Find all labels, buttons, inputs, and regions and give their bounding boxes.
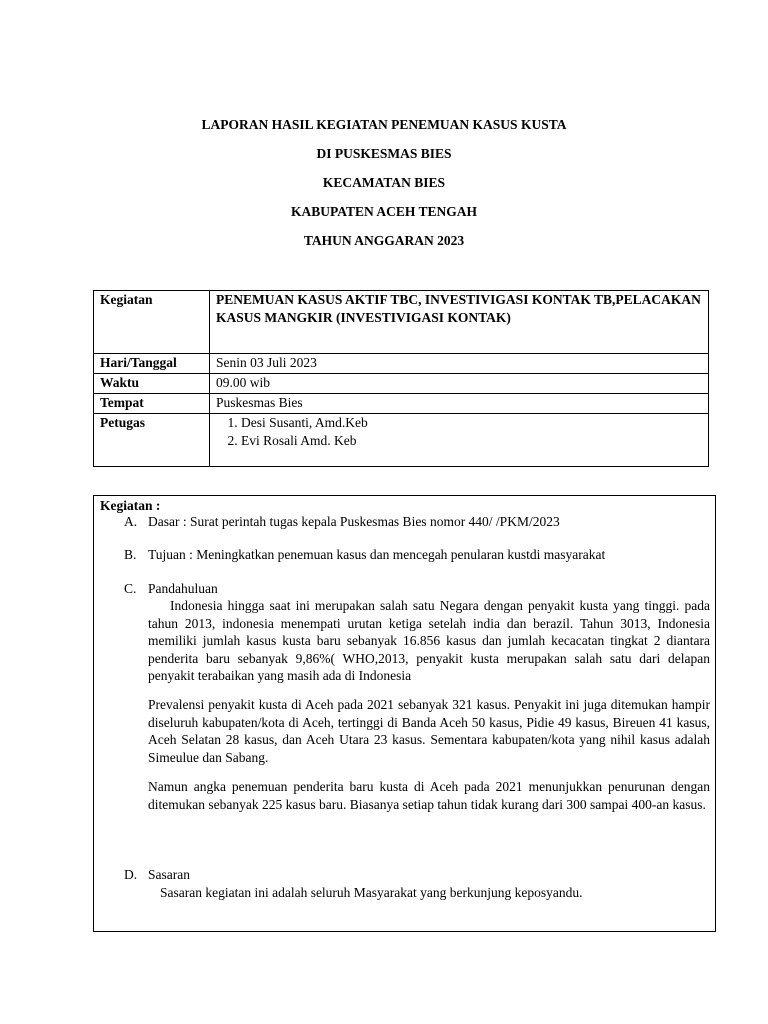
- activity-info-table: [93, 290, 709, 467]
- section-c-paragraph-3: Namun angka penemuan penderita baru kusta di Aceh pada 2021 menunjukkan penurunan dengan ditemukan sebanyak 225 kasus baru. Biasanya setiap tahun tidak kurang dari 300 sampai 400-an kasus.: [148, 779, 710, 812]
- section-c-paragraph-1: Indonesia hingga saat ini merupakan salah satu Negara dengan penyakit kusta yang tinggi. pada tahun 2013, indonesia menempati urutan ketiga setelah india dan berazil. Tahun 3013, Indonesia memiliki jumlah kasus kusta baru sebanyak 16.856 kasus dan jumlah kecacatan tingkat 2 diantara penderita baru sebanyak 9,86%( WHO,2013, penyakit kusta merupakan salah satu dari delapan penyakit terabaikan yang masih ada di Indonesia: [148, 598, 710, 683]
- petugas-list: [216, 414, 702, 450]
- kegiatan-label: Kegiatan: [94, 291, 210, 354]
- table-row: [94, 394, 709, 414]
- section-c-marker: C.: [124, 581, 137, 596]
- table-row: [94, 414, 709, 467]
- section-d-marker: D.: [124, 867, 138, 882]
- section-d-text: Sasaran kegiatan ini adalah seluruh Masyarakat yang berkunjung keposyandu.: [160, 885, 583, 900]
- petugas-label: Petugas: [94, 414, 210, 467]
- section-c-title: Pandahuluan: [148, 581, 218, 596]
- list-item: 1. Desi Susanti, Amd.Keb: [241, 414, 702, 432]
- tempat-value: Puskesmas Bies: [210, 394, 709, 414]
- waktu-label: Waktu: [94, 374, 210, 394]
- details-heading: Kegiatan :: [100, 498, 161, 513]
- activity-details-box: [93, 495, 716, 932]
- report-title: LAPORAN HASIL KEGIATAN PENEMUAN KASUS KUSTA: [201, 117, 567, 132]
- section-a-marker: A.: [124, 514, 138, 529]
- hari-tanggal-label: Hari/Tanggal: [94, 354, 210, 374]
- hari-tanggal-value: Senin 03 Juli 2023: [210, 354, 709, 374]
- petugas-value: [210, 414, 709, 467]
- report-regency: KABUPATEN ACEH TENGAH: [290, 204, 478, 219]
- report-fiscal-year: TAHUN ANGGARAN 2023: [303, 233, 465, 248]
- tempat-label: Tempat: [94, 394, 210, 414]
- section-d-title: Sasaran: [148, 867, 190, 882]
- report-district: KECAMATAN BIES: [322, 175, 446, 190]
- kegiatan-value: PENEMUAN KASUS AKTIF TBC, INVESTIVIGASI KONTAK TB,PELACAKAN KASUS MANGKIR (INVESTIVIGASI KONTAK): [210, 291, 709, 354]
- list-item: 2. Evi Rosali Amd. Keb: [241, 432, 702, 450]
- section-a-text: Dasar : Surat perintah tugas kepala Puskesmas Bies nomor 440/ /PKM/2023: [148, 514, 560, 529]
- table-row: [94, 374, 709, 394]
- report-location: DI PUSKESMAS BIES: [316, 146, 452, 161]
- section-b-text: Tujuan : Meningkatkan penemuan kasus dan mencegah penularan kustdi masyarakat: [148, 547, 606, 562]
- table-row: [94, 354, 709, 374]
- section-c-paragraph-2: Prevalensi penyakit kusta di Aceh pada 2021 sebanyak 321 kasus. Penyakit ini juga ditemukan hampir diseluruh kabupaten/kota di Aceh, tertinggi di Banda Aceh 50 kasus, Pidie 49 kasus, Bireuen 41 kasus, Aceh Selatan 28 kasus, dan Aceh Utara 23 kasus. Sementara kabupaten/kota yang nihil kasus adalah Simeulue dan Sabang.: [148, 697, 710, 765]
- waktu-value: 09.00 wib: [210, 374, 709, 394]
- section-b-marker: B.: [124, 547, 137, 562]
- table-row: [94, 291, 709, 354]
